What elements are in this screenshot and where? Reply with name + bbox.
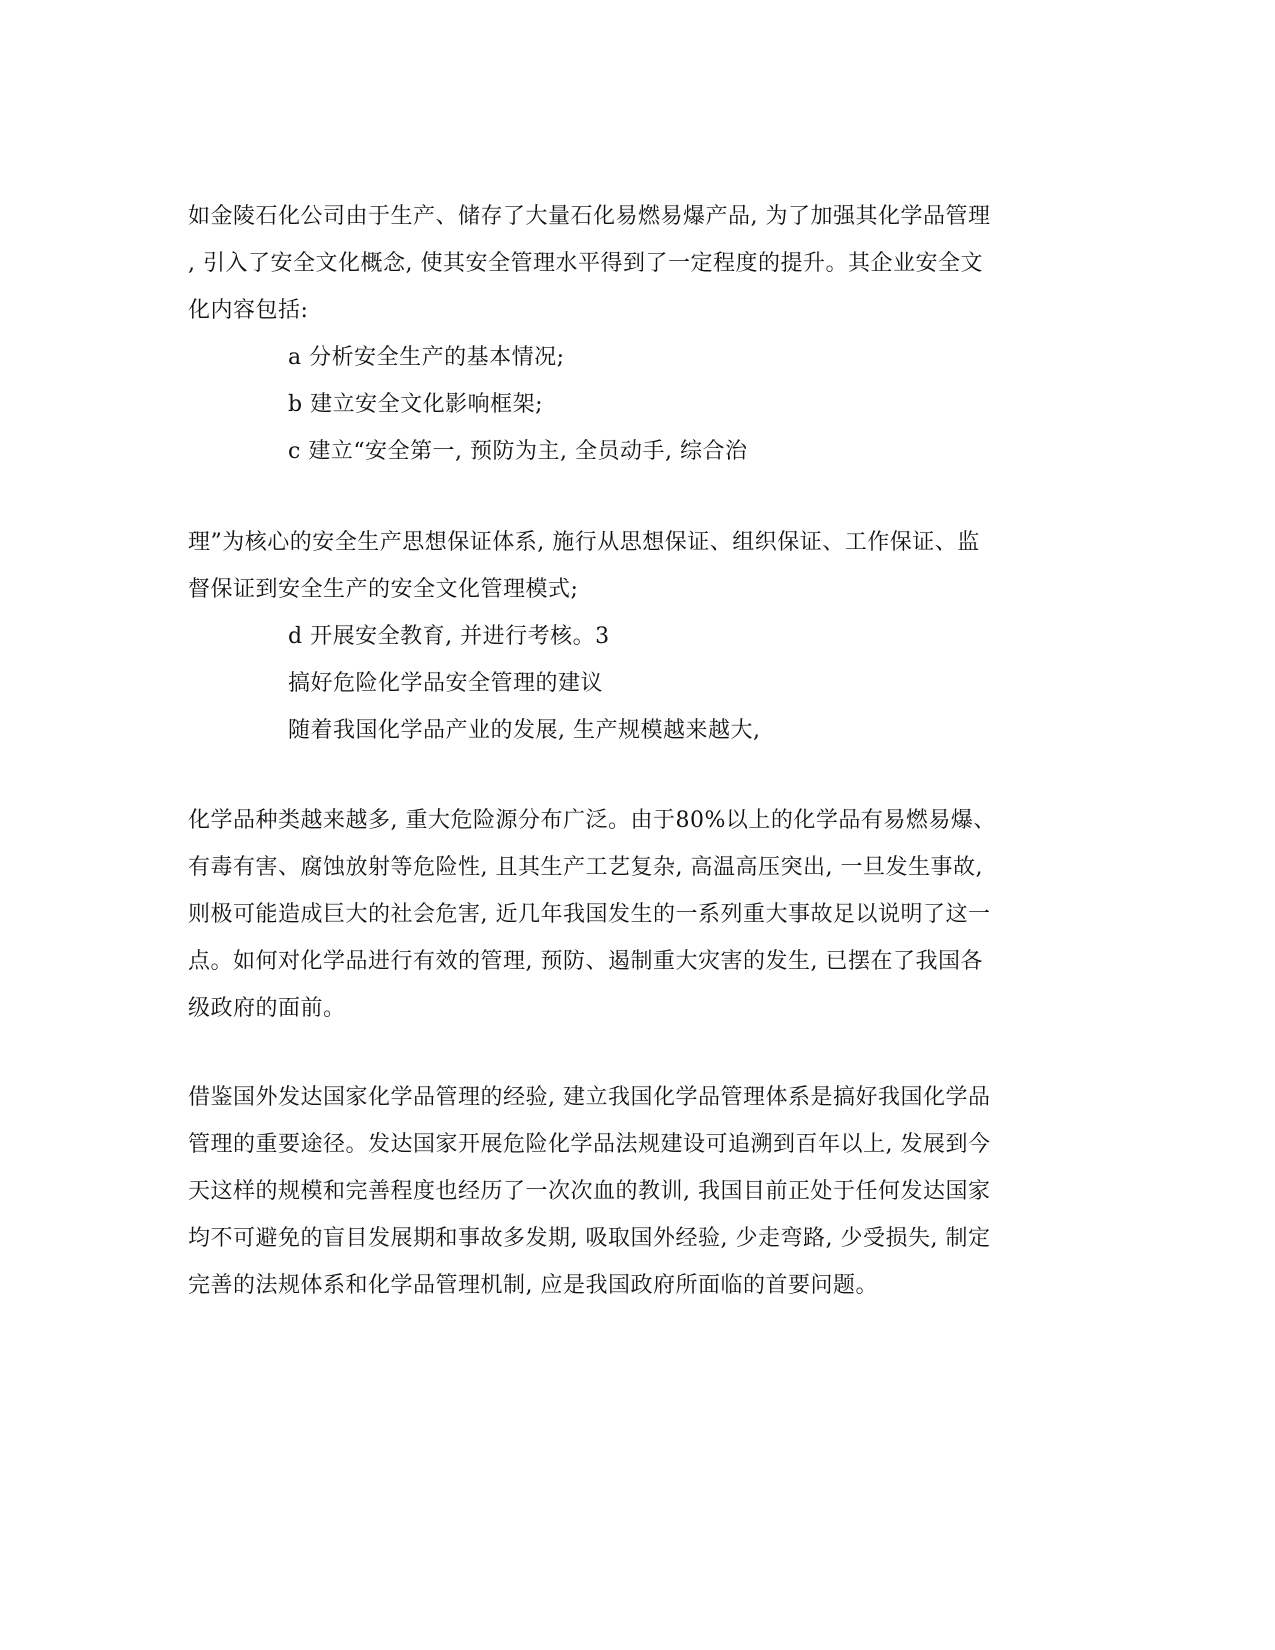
paragraph-line: 随着我国化学品产业的发展, 生产规模越来越大,: [288, 718, 761, 743]
paragraph-1-line: 化内容包括:: [188, 298, 309, 323]
paragraph-3-line: 点。如何对化学品进行有效的管理, 预防、遏制重大灾害的发生, 已摆在了我国各: [188, 949, 983, 974]
paragraph-4-line: 管理的重要途径。发达国家开展危险化学品法规建设可追溯到百年以上, 发展到今: [188, 1132, 991, 1157]
paragraph-4-line: 完善的法规体系和化学品管理机制, 应是我国政府所面临的首要问题。: [188, 1273, 878, 1298]
section-heading: 搞好危险化学品安全管理的建议: [288, 671, 604, 696]
list-item: c 建立“安全第一, 预防为主, 全员动手, 综合治: [288, 439, 748, 464]
paragraph-4-line: 均不可避免的盲目发展期和事故多发期, 吸取国外经验, 少走弯路, 少受损失, 制定: [188, 1226, 991, 1251]
paragraph-2-line: 理”为核心的安全生产思想保证体系, 施行从思想保证、组织保证、工作保证、监: [188, 530, 980, 555]
paragraph-4-line: 借鉴国外发达国家化学品管理的经验, 建立我国化学品管理体系是搞好我国化学品: [188, 1085, 991, 1110]
paragraph-3-line: 有毒有害、腐蚀放射等危险性, 且其生产工艺复杂, 高温高压突出, 一旦发生事故,: [188, 855, 983, 880]
paragraph-1-line: , 引入了安全文化概念, 使其安全管理水平得到了一定程度的提升。其企业安全文: [188, 251, 983, 276]
list-item: b 建立安全文化影响框架;: [288, 392, 543, 417]
paragraph-3-line: 化学品种类越来越多, 重大危险源分布广泛。由于80%以上的化学品有易燃易爆、: [188, 808, 996, 833]
paragraph-3-line: 则极可能造成巨大的社会危害, 近几年我国发生的一系列重大事故足以说明了这一: [188, 902, 991, 927]
paragraph-4-line: 天这样的规模和完善程度也经历了一次次血的教训, 我国目前正处于任何发达国家: [188, 1179, 991, 1204]
paragraph-1-line: 如金陵石化公司由于生产、储存了大量石化易燃易爆产品, 为了加强其化学品管理: [188, 204, 991, 229]
list-item: a 分析安全生产的基本情况;: [288, 345, 565, 370]
list-item: d 开展安全教育, 并进行考核。3: [288, 624, 610, 649]
paragraph-2-line: 督保证到安全生产的安全文化管理模式;: [188, 577, 579, 602]
paragraph-3-line: 级政府的面前。: [188, 996, 346, 1021]
